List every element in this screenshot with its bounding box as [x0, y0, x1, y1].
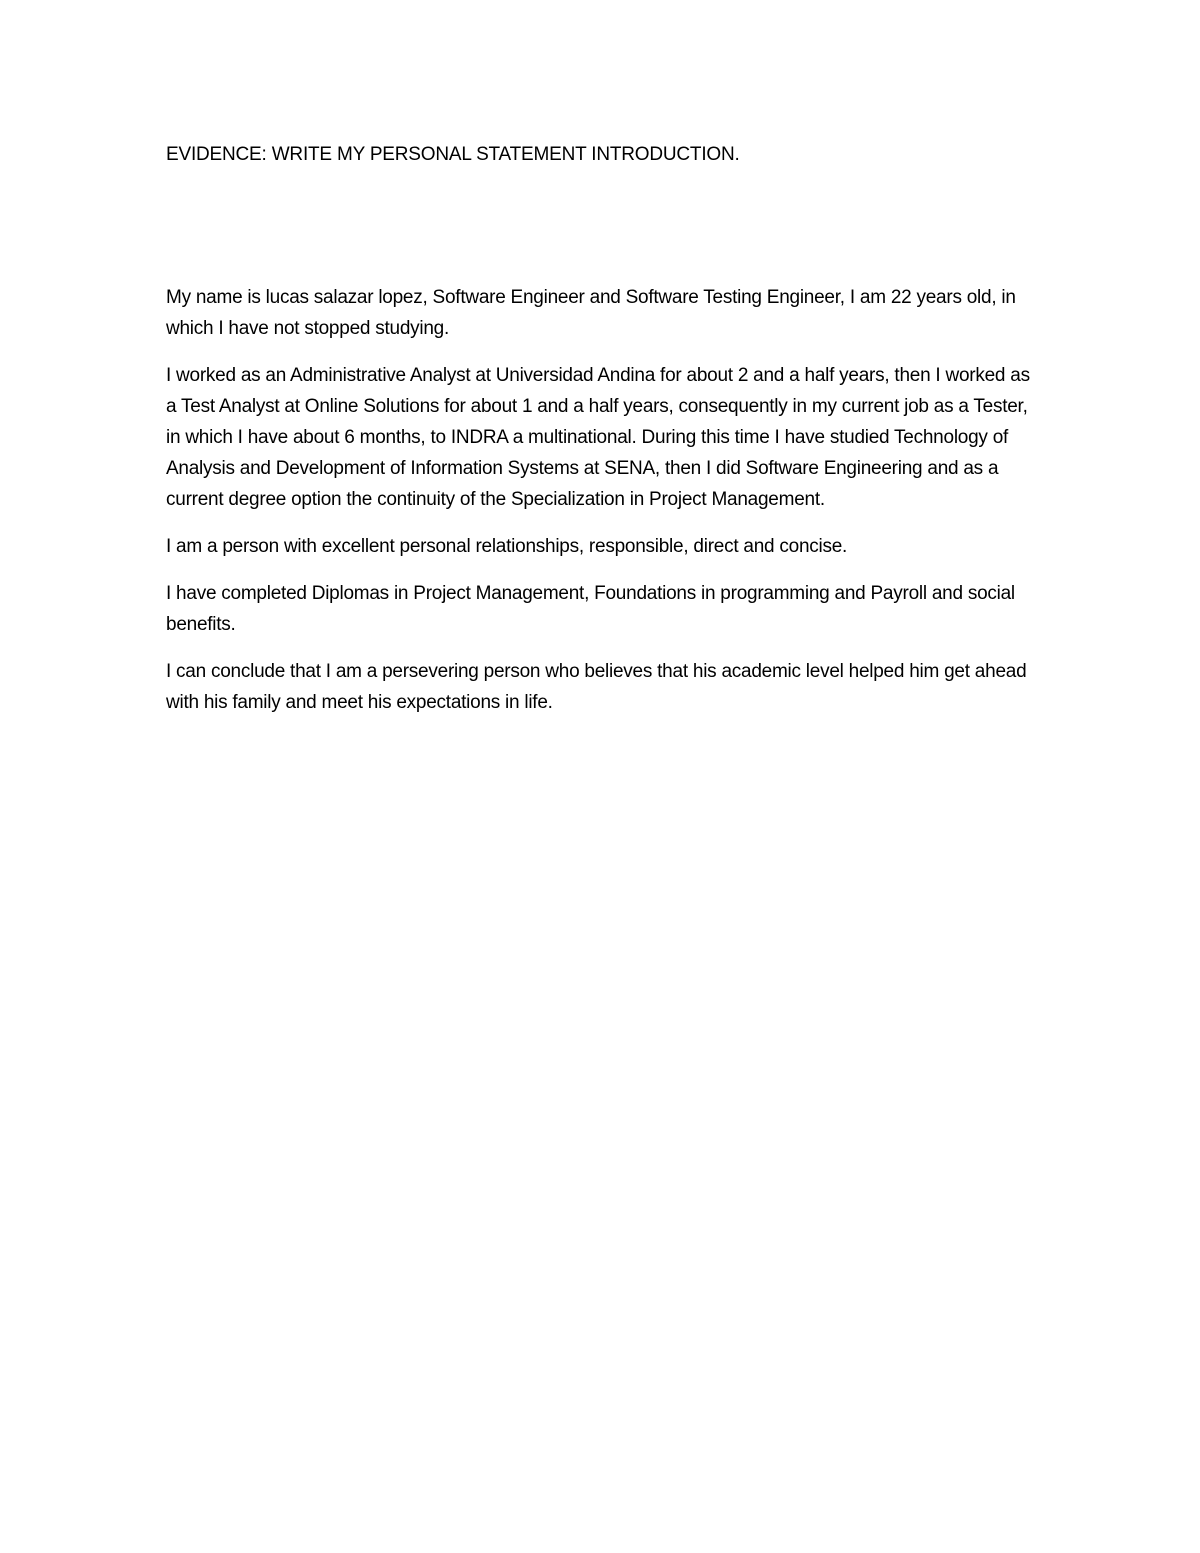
document-content	[166, 141, 1036, 734]
paragraph-introduction: My name is lucas salazar lopez, Software Engineer and Software Testing Engineer, I am 22 years old, in which I have not stopped studying.	[166, 287, 1016, 339]
paragraph-conclusion: I can conclude that I am a persevering person who believes that his academic level helped him get ahead with his family and meet his expectations in life.	[166, 661, 1027, 713]
paragraph-personal-qualities: I am a person with excellent personal relationships, responsible, direct and concise.	[166, 536, 848, 557]
paragraph-diplomas: I have completed Diplomas in Project Management, Foundations in programming and Payroll and social benefits.	[166, 583, 1015, 635]
document-body	[166, 282, 1036, 718]
document-title: EVIDENCE: WRITE MY PERSONAL STATEMENT INTRODUCTION.	[166, 144, 740, 165]
paragraph-work-experience: I worked as an Administrative Analyst at Universidad Andina for about 2 and a half years, then I worked as a Test Analyst at Online Solutions for about 1 and a half years, consequently in my current job as a Tester, in which I have about 6 months, to INDRA a multinational. During this time I have studied Technology of Analysis and Development of Information Systems at SENA, then I did Software Engineering and as a current degree option the continuity of the Specialization in Project Management.	[166, 365, 1030, 510]
